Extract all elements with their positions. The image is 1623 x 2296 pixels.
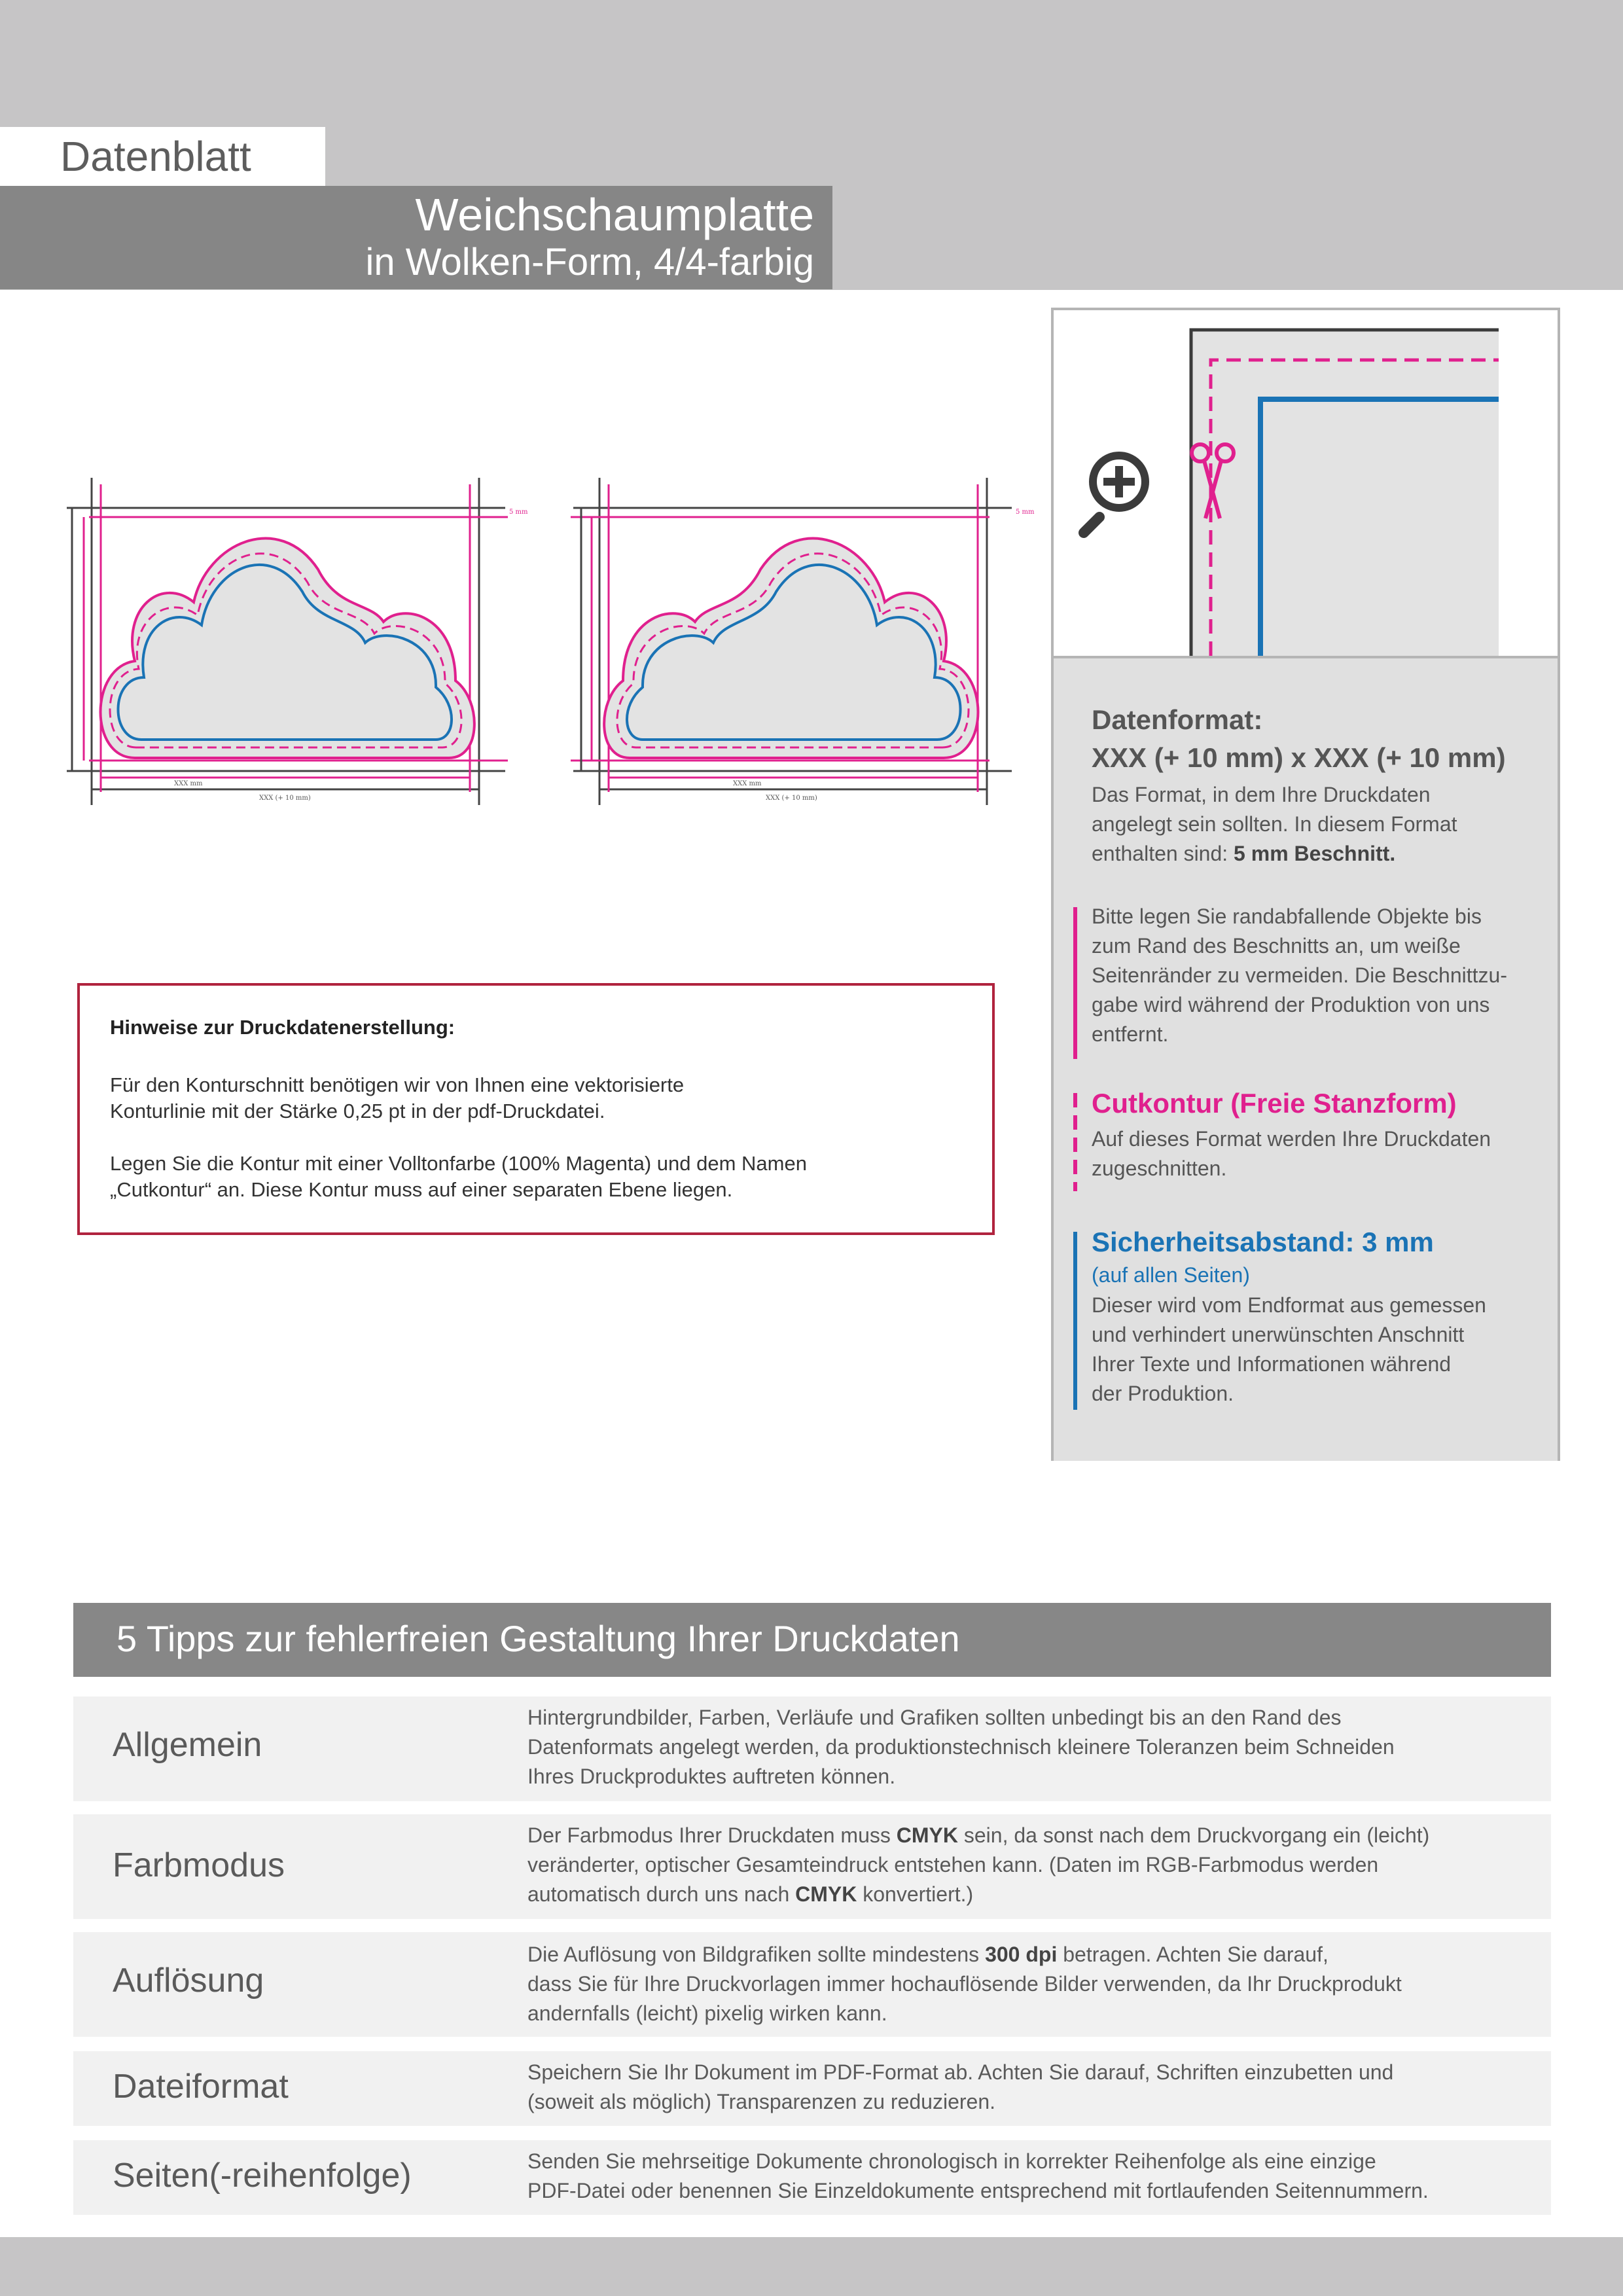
cloud-diagram-left	[63, 465, 535, 805]
product-title-box	[0, 186, 832, 289]
tip-farbmodus-line-3b: CMYK	[795, 1882, 857, 1906]
datenformat-line-2: angelegt sein sollten. In diesem Format	[1092, 812, 1457, 836]
hints-p1-line1: Für den Konturschnitt benötigen wir von Ihnen eine vektorisierte	[110, 1073, 685, 1096]
tips-header	[73, 1603, 1551, 1677]
tip-desc-dateiformat	[527, 2058, 1535, 2117]
product-subtitle: in Wolken-Form, 4/4-farbig	[365, 241, 814, 283]
hints-p1-line2: Konturlinie mit der Stärke 0,25 pt in der pdf-Druckdatei.	[110, 1100, 605, 1122]
tips-heading: 5 Tipps zur fehlerfreien Gestaltung Ihrer Druckdaten	[116, 1618, 960, 1659]
hints-p2-line2: „Cutkontur“ an. Diese Kontur muss auf einer separaten Ebene liegen.	[110, 1178, 733, 1201]
safety-line-2: und verhindert unerwünschten Anschnitt	[1092, 1323, 1465, 1346]
tip-label-farbmodus: Farbmodus	[113, 1846, 285, 1884]
tip-farbmodus-line-2: veränderter, optischer Gesamteindruck entstehen kann. (Daten im RGB-Farbmodus werden	[527, 1853, 1379, 1876]
datenformat-title: Datenformat:	[1092, 704, 1263, 735]
datenformat-line-3a: enthalten sind:	[1092, 842, 1234, 865]
bleed-description	[1092, 902, 1507, 1049]
tip-label-allgemein: Allgemein	[113, 1726, 262, 1764]
tip-aufloesung-line-1	[527, 1940, 1535, 1969]
hints-heading: Hinweise zur Druckdatenerstellung:	[110, 1016, 455, 1039]
corner-zoom-illustration	[1054, 310, 1558, 658]
zoom-detail-graphic	[1054, 310, 1558, 656]
bleed-line-2: zum Rand des Beschnitts an, um weiße	[1092, 934, 1461, 958]
bleed-line-1: Bitte legen Sie randabfallende Objekte bis	[1092, 905, 1482, 928]
datenformat-description	[1092, 780, 1457, 869]
cutkontur-description	[1092, 1124, 1491, 1183]
tip-row-allgemein	[73, 1696, 1551, 1801]
tip-farbmodus-line-1c: sein, da sonst nach dem Druckvorgang ein (leicht)	[957, 1823, 1430, 1847]
dim-outer-label: XXX (+ 10 mm)	[259, 795, 311, 802]
datenformat-size: XXX (+ 10 mm) x XXX (+ 10 mm)	[1092, 742, 1506, 773]
safety-line-3: Ihrer Texte und Informationen während	[1092, 1352, 1452, 1376]
cutkontur-title: Cutkontur (Freie Stanzform)	[1092, 1088, 1457, 1119]
tip-aufloesung-line-1c: betragen. Achten Sie darauf,	[1057, 1943, 1329, 1966]
tip-aufloesung-line-1b: 300 dpi	[985, 1943, 1058, 1966]
tip-aufloesung-line-2: dass Sie für Ihre Druckvorlagen immer hochauflösende Bilder verwenden, da Ihr Druckprodukt	[527, 1972, 1402, 1996]
tip-allgemein-line-2: Datenformats angelegt werden, da produktionstechnisch kleinere Toleranzen beim Schneiden	[527, 1735, 1395, 1759]
tip-farbmodus-line-3	[527, 1880, 1535, 1909]
cloud-diagram-right	[569, 465, 1042, 805]
safety-subtitle: (auf allen Seiten)	[1092, 1263, 1250, 1287]
datenformat-line-1: Das Format, in dem Ihre Druckdaten	[1092, 783, 1431, 806]
tip-aufloesung-line-3: andernfalls (leicht) pixelig wirken kann.	[527, 2001, 887, 2025]
footer-band	[0, 2237, 1623, 2296]
dim-inner-label: XXX mm	[174, 780, 203, 787]
tip-desc-farbmodus	[527, 1821, 1535, 1909]
hints-paragraph-1	[110, 1072, 974, 1124]
tip-farbmodus-line-1a: Der Farbmodus Ihrer Druckdaten muss	[527, 1823, 897, 1847]
datenblatt-label-box	[0, 127, 325, 186]
tip-farbmodus-line-1	[527, 1821, 1535, 1850]
safety-marker-bar	[1073, 1232, 1077, 1410]
zoom-in-icon	[1084, 456, 1145, 533]
print-hints-box	[77, 983, 995, 1235]
format-info-panel	[1051, 308, 1560, 1461]
datenformat-line-3b: 5 mm Beschnitt.	[1234, 842, 1396, 865]
safety-line-4: der Produktion.	[1092, 1382, 1234, 1405]
tip-seiten-line-1: Senden Sie mehrseitige Dokumente chronologisch in korrekter Reihenfolge als eine einzige	[527, 2149, 1376, 2173]
bleed-label: 5 mm	[509, 509, 528, 516]
cutkontur-line-2: zugeschnitten.	[1092, 1157, 1227, 1180]
tip-row-aufloesung	[73, 1932, 1551, 2037]
bleed-label-2: 5 mm	[1016, 509, 1035, 516]
datenblatt-label: Datenblatt	[60, 133, 251, 180]
tip-desc-seiten	[527, 2147, 1535, 2206]
cutkontur-marker-bar	[1073, 1093, 1077, 1191]
tip-dateiformat-line-1: Speichern Sie Ihr Dokument im PDF-Format ab. Achten Sie darauf, Schriften einzubetten und	[527, 2060, 1394, 2084]
tip-row-dateiformat	[73, 2051, 1551, 2126]
datenformat-line-3	[1092, 839, 1457, 869]
tip-desc-allgemein	[527, 1703, 1535, 1791]
dim-outer-label-2: XXX (+ 10 mm)	[766, 795, 817, 802]
tip-farbmodus-line-3c: konvertiert.)	[857, 1882, 974, 1906]
bleed-line-5: entfernt.	[1092, 1022, 1169, 1046]
tip-row-seiten	[73, 2140, 1551, 2215]
hints-paragraph-2	[110, 1151, 974, 1203]
bleed-line-4: gabe wird während der Produktion von uns	[1092, 993, 1490, 1016]
bleed-marker-bar	[1073, 907, 1077, 1059]
safety-line-1: Dieser wird vom Endformat aus gemessen	[1092, 1293, 1486, 1317]
tip-allgemein-line-1: Hintergrundbilder, Farben, Verläufe und Grafiken sollten unbedingt bis an den Rand des	[527, 1706, 1342, 1729]
tip-allgemein-line-3: Ihres Druckproduktes auftreten können.	[527, 1765, 896, 1788]
tip-desc-aufloesung	[527, 1940, 1535, 2028]
safety-title: Sicherheitsabstand: 3 mm	[1092, 1227, 1434, 1257]
tip-farbmodus-line-1b: CMYK	[896, 1823, 958, 1847]
tip-aufloesung-line-1a: Die Auflösung von Bildgrafiken sollte mindestens	[527, 1943, 986, 1966]
bleed-line-3: Seitenränder zu vermeiden. Die Beschnittzu-	[1092, 963, 1507, 987]
safety-description	[1092, 1291, 1486, 1408]
tip-label-seiten: Seiten(-reihenfolge)	[113, 2157, 412, 2195]
tip-dateiformat-line-2: (soweit als möglich) Transparenzen zu reduzieren.	[527, 2090, 995, 2113]
tip-seiten-line-2: PDF-Datei oder benennen Sie Einzeldokumente entsprechend mit fortlaufenden Seitennummern.	[527, 2179, 1429, 2202]
tip-label-aufloesung: Auflösung	[113, 1962, 264, 2000]
tip-farbmodus-line-3a: automatisch durch uns nach	[527, 1882, 796, 1906]
dim-inner-label-2: XXX mm	[733, 780, 762, 787]
product-title: Weichschaumplatte	[415, 189, 814, 240]
cutkontur-line-1: Auf dieses Format werden Ihre Druckdaten	[1092, 1127, 1491, 1151]
hints-p2-line1: Legen Sie die Kontur mit einer Volltonfarbe (100% Magenta) und dem Namen	[110, 1152, 807, 1175]
tip-row-farbmodus	[73, 1814, 1551, 1919]
tip-label-dateiformat: Dateiformat	[113, 2068, 289, 2106]
format-info-text	[1054, 658, 1558, 1461]
